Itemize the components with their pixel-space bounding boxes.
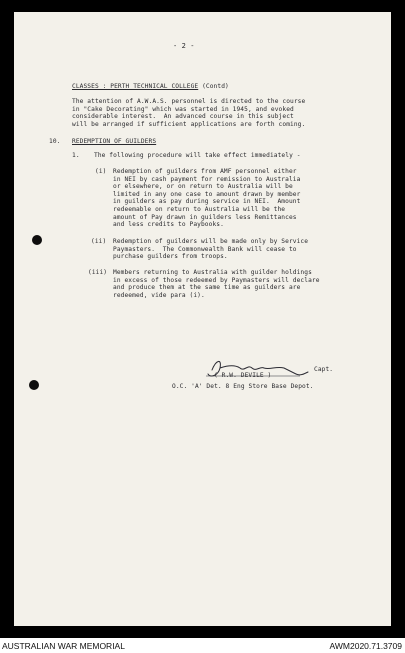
document-page: [14, 12, 391, 626]
signature-title: O.C. 'A' Det. 8 Eng Store Base Depot.: [172, 383, 314, 390]
sub-item-i-line: redeemable on return to Australia will be the: [113, 206, 286, 213]
item-1-text: The following procedure will take effect immediately -: [94, 152, 301, 159]
handwritten-signature: [204, 356, 314, 384]
section-10-heading: REDEMPTION OF GUILDERS: [72, 138, 157, 145]
signature-rank: Capt.: [314, 366, 334, 373]
sub-item-i-line: and less credits to Paybooks.: [113, 221, 224, 229]
sub-item-ii-line: Paymasters. The Commonwealth Bank will cease to: [113, 245, 297, 253]
section-9-heading: [72, 83, 229, 91]
section-9-line: in "Cake Decorating" which was started in 1945, and evoked: [72, 105, 294, 113]
sub-item-i-line: in guilders as pay during service in NEI. Amount: [113, 198, 301, 206]
archive-footer: [0, 638, 405, 653]
sub-item-i-line: amount of Pay drawn in guilders less Remittances: [113, 213, 297, 221]
sub-item-iii-line: and produce them at the same time as guilders are: [113, 284, 301, 292]
sub-item-i-line: limited in any one case to amount drawn by member: [113, 190, 301, 198]
section-9-heading-title: CLASSES : PERTH TECHNICAL COLLEGE: [72, 83, 199, 90]
sub-item-ii-line: purchase guilders from troops.: [113, 253, 228, 261]
footer-institution: AUSTRALIAN WAR MEMORIAL: [2, 641, 125, 651]
sub-item-iii-line: redeemed, vide para (i).: [113, 291, 205, 299]
sub-item-i-number: (i): [95, 168, 107, 175]
sub-item-ii-line: Redemption of guilders will be made only by Service: [113, 238, 309, 245]
sub-item-i-line: in NEI by cash payment for remission to Australia: [113, 175, 301, 183]
sub-item-i-line: Redemption of guilders from AMF personnel either: [113, 168, 297, 175]
sub-item-iii-line: Members returning to Australia with guilder holdings: [113, 269, 312, 276]
sub-item-iii-number: (iii): [88, 269, 108, 276]
item-1-number: 1.: [72, 152, 80, 159]
section-10-number: 10.: [49, 138, 61, 145]
page-number: - 2 -: [173, 42, 195, 50]
signature-name: ( R.W. DEVILE ): [214, 372, 272, 379]
sub-item-iii-line: in excess of those redeemed by Paymasters will declare: [113, 276, 320, 284]
footer-reference: AWM2020.71.3709: [329, 641, 402, 651]
section-9-line: The attention of A.W.A.S. personnel is directed to the course: [72, 98, 306, 105]
section-9-line: considerable interest. An advanced course in this subject: [72, 113, 294, 121]
binder-hole: [32, 235, 42, 245]
sub-item-i-line: or elsewhere, or on return to Australia will be: [113, 183, 293, 191]
section-9-line: will be arranged if sufficient applications are forth coming.: [72, 120, 306, 128]
section-9-heading-suffix: (Contd): [202, 83, 229, 90]
sub-item-ii-number: (ii): [91, 238, 107, 245]
binder-hole: [29, 380, 39, 390]
